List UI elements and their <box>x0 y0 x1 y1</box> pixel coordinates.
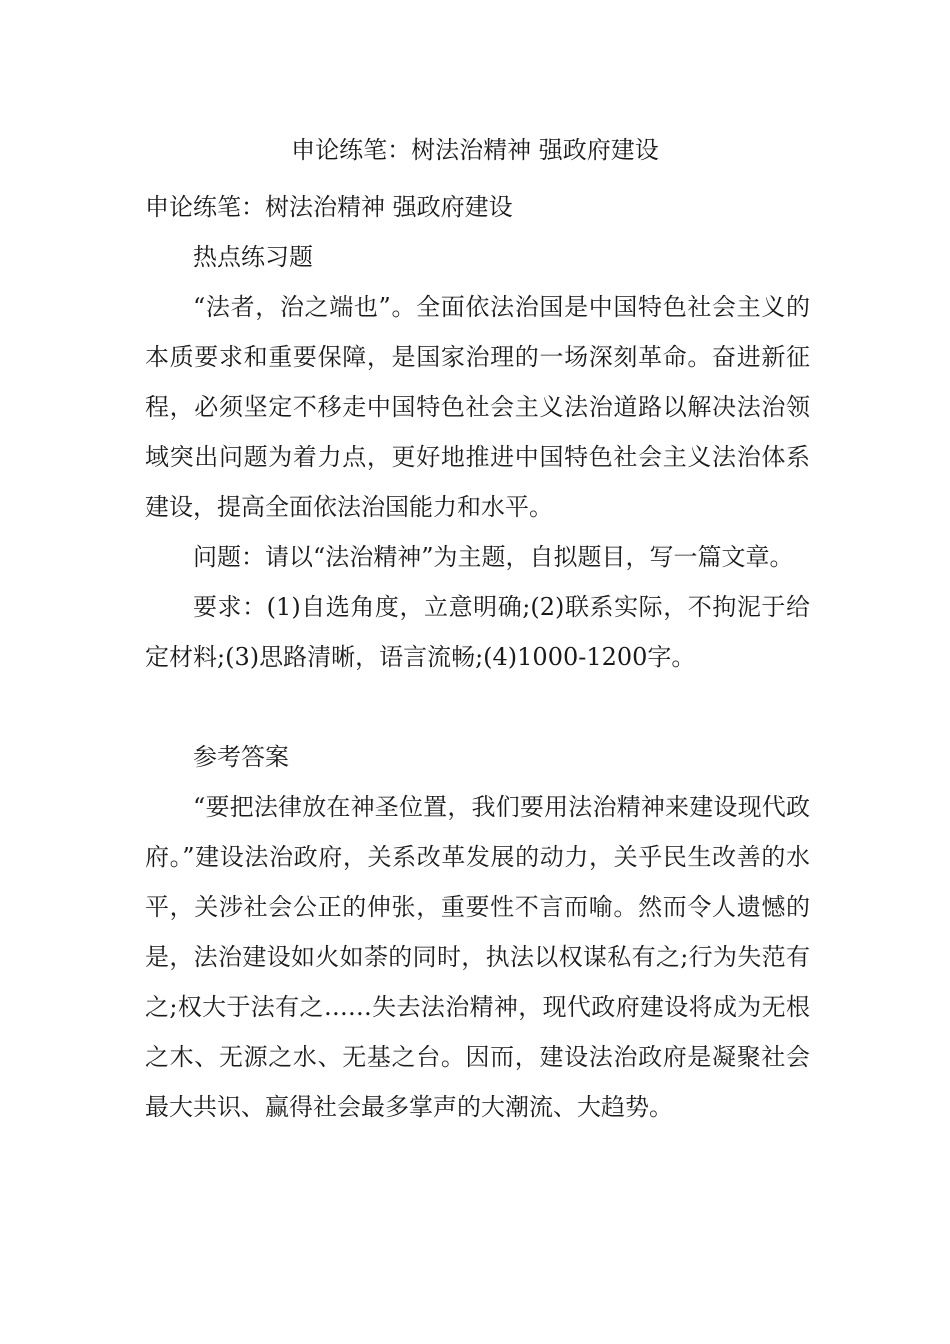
question-paragraph: 问题：请以“法治精神”为主题，自拟题目，写一篇文章。 <box>193 543 794 571</box>
document-body <box>145 182 810 1132</box>
blank-spacer <box>145 682 810 732</box>
heading-line: 申论练笔：树法治精神 强政府建设 <box>145 193 513 221</box>
answer-paragraph: “要把法律放在神圣位置，我们要用法治精神来建设现代政府。”建设法治政府，关系改革发展的动力，关乎民生改善的水平，关涉社会公正的伸张，重要性不言而喻。然而令人遗憾的是，法治建设如火如荼的同时，执法以权谋私有之;行为失范有之;权大于法有之……失去法治精神，现代政府建设将成为无根之木、无源之水、无基之台。因而，建设法治政府是凝聚社会最大共识、赢得社会最多掌声的大潮流、大趋势。 <box>145 793 810 1121</box>
document-title: 申论练笔：树法治精神 强政府建设 <box>291 136 659 164</box>
answer-label: 参考答案 <box>193 743 289 771</box>
section-label: 热点练习题 <box>193 243 313 271</box>
requirements-paragraph: 要求：(1)自选角度，立意明确;(2)联系实际，不拘泥于给定材料;(3)思路清晰，语言流畅;(4)1000-1200字。 <box>145 593 810 671</box>
material-paragraph: “法者，治之端也”。全面依法治国是中国特色社会主义的本质要求和重要保障，是国家治理的一场深刻革命。奋进新征程，必须坚定不移走中国特色社会主义法治道路以解决法治领域突出问题为着力点，更好地推进中国特色社会主义法治体系建设，提高全面依法治国能力和水平。 <box>145 293 810 521</box>
